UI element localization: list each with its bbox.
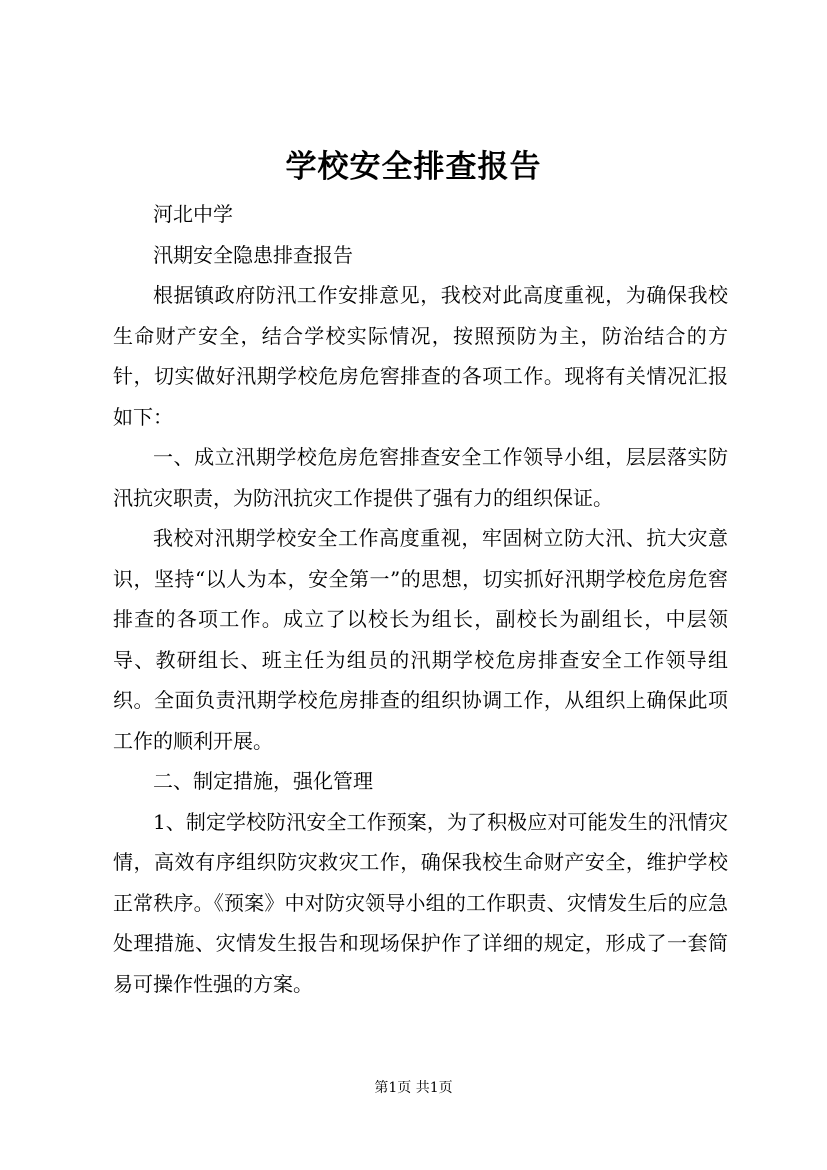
document-title: 学校安全排查报告 xyxy=(285,149,542,185)
paragraph-organization: 我校对汛期学校安全工作高度重视，牢固树立防大汛、抗大灾意识，坚持“以人为本，安全第一”的思想，切实抓好汛期学校危房危窖排查的各项工作。成立了以校长为组长，副校长为副组长，中层领导、教研组长、班主任为组员的汛期学校危房排查安全工作领导组织。全面负责汛期学校危房排查的组织协调工作，从组织上确保此项工作的顺利开展。 xyxy=(113,526,728,753)
section-two-heading: 二、制定措施，强化管理 xyxy=(153,769,373,793)
report-subtitle: 汛期安全隐患排查报告 xyxy=(153,242,353,267)
paragraph-plan: 1、制定学校防汛安全工作预案，为了积极应对可能发生的汛情灾情，高效有序组织防灾救灾工作，确保我校生命财产安全，维护学校正常秩序。《预案》中对防灾领导小组的工作职责、灾情发生后的应急处理措施、灾情发生报告和现场保护作了详细的规定，形成了一套简易可操作性强的方案。 xyxy=(113,809,728,996)
paragraph-intro: 根据镇政府防汛工作安排意见，我校对此高度重视，为确保我校生命财产安全，结合学校实际情况，按照预防为主，防治结合的方针，切实做好汛期学校危房危窖排查的各项工作。现将有关情况汇报如下： xyxy=(113,283,728,429)
document-body xyxy=(113,194,728,1004)
section-one-heading: 一、成立汛期学校危房危窖排查安全工作领导小组，层层落实防汛抗灾职责，为防汛抗灾工作提供了强有力的组织保证。 xyxy=(113,445,728,510)
school-name: 河北中学 xyxy=(153,202,233,226)
page-footer: 第1页 共1页 xyxy=(374,1080,453,1096)
